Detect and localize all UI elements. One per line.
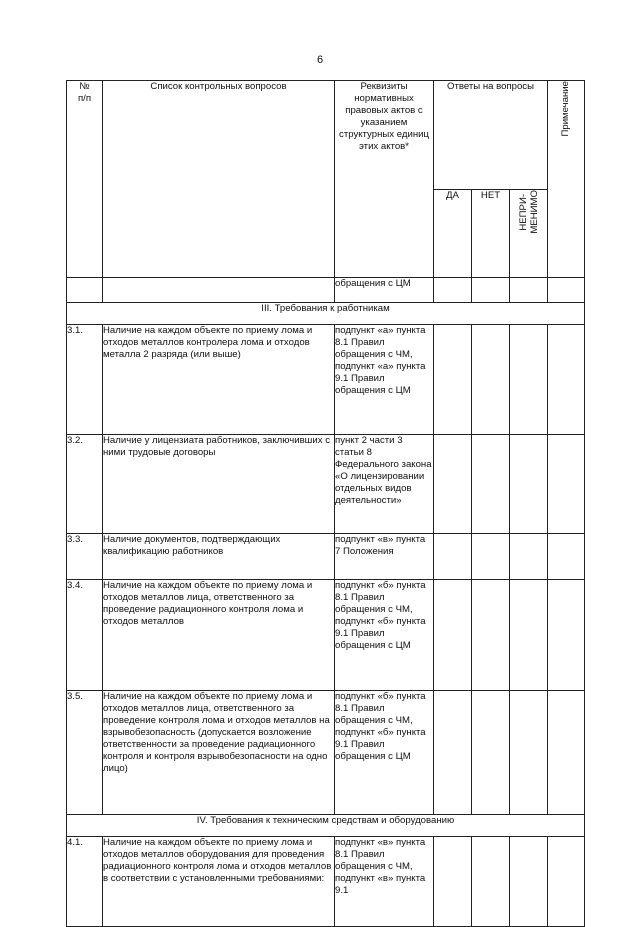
header-answers: Ответы на вопросы: [434, 81, 548, 190]
table-row: [67, 534, 585, 580]
header-yes: ДА: [434, 190, 472, 278]
row-reference: подпункт «б» пункта 8.1 Правил обращения с ЧМ, подпункт «б» пункта 9.1 Правил обращения с ЦМ: [335, 691, 434, 815]
answer-no-cell: [472, 580, 510, 691]
row-number: 3.1.: [67, 325, 103, 435]
note-cell: [548, 534, 585, 580]
row-question: Наличие у лицензиата работников, заключивших с ними трудовые договоры: [103, 435, 335, 534]
note-cell: [548, 837, 585, 927]
answer-na-cell: [510, 534, 548, 580]
row-number: 3.3.: [67, 534, 103, 580]
row-number: 3.2.: [67, 435, 103, 534]
continuation-ref: обращения с ЦМ: [335, 278, 434, 303]
header-not-applicable: [510, 190, 548, 278]
answer-no-cell: [472, 534, 510, 580]
cell-empty: [103, 278, 335, 303]
table-row: [67, 580, 585, 691]
table-row: [67, 325, 585, 435]
header-requisites: Реквизиты нормативных правовых актов с указанием структурных единиц этих актов*: [335, 81, 434, 278]
header-note: [548, 81, 585, 278]
answer-no-cell: [472, 278, 510, 303]
answer-yes-cell: [434, 534, 472, 580]
row-reference: подпункт «в» пункта 7 Положения: [335, 534, 434, 580]
row-question: Наличие на каждом объекте по приему лома и отходов металлов лица, ответственного за проведение контроля лома и отходов металлов на взрывобезопасность (допускается возложение ответственности за проведение радиационного контроля и контроля взрывобезопасности на одно лицо): [103, 691, 335, 815]
answer-yes-cell: [434, 837, 472, 927]
cell-empty: [67, 278, 103, 303]
answer-yes-cell: [434, 691, 472, 815]
section-title: III. Требования к работникам: [67, 303, 585, 325]
page-number: 6: [316, 54, 324, 66]
header-no: НЕТ: [472, 190, 510, 278]
row-question: Наличие на каждом объекте по приему лома и отходов металлов лица, ответственного за проведение радиационного контроля лома и отходов металлов: [103, 580, 335, 691]
answer-no-cell: [472, 691, 510, 815]
answer-yes-cell: [434, 435, 472, 534]
header-number-line1: №: [79, 81, 90, 92]
answer-na-cell: [510, 325, 548, 435]
row-number: 3.5.: [67, 691, 103, 815]
checklist-table: [66, 80, 585, 927]
note-cell: [548, 325, 585, 435]
header-note-label: Примечание: [560, 81, 571, 137]
row-question: Наличие документов, подтверждающих квалификацию работников: [103, 534, 335, 580]
table-row: [67, 435, 585, 534]
section-title: IV. Требования к техническим средствам и оборудованию: [67, 815, 585, 837]
note-cell: [548, 278, 585, 303]
answer-na-cell: [510, 691, 548, 815]
header-questions: Список контрольных вопросов: [103, 81, 335, 278]
answer-yes-cell: [434, 580, 472, 691]
section-row-iv: [67, 815, 585, 837]
table-row-continuation: [67, 278, 585, 303]
row-number: 4.1.: [67, 837, 103, 927]
answer-yes-cell: [434, 325, 472, 435]
table-row: [67, 837, 585, 927]
table-row: [67, 691, 585, 815]
header-number: [67, 81, 103, 278]
section-row-iii: [67, 303, 585, 325]
answer-na-cell: [510, 580, 548, 691]
row-number: 3.4.: [67, 580, 103, 691]
header-number-line2: п/п: [77, 93, 92, 104]
note-cell: [548, 435, 585, 534]
answer-no-cell: [472, 325, 510, 435]
row-reference: подпункт «б» пункта 8.1 Правил обращения с ЧМ, подпункт «б» пункта 9.1 Правил обращения с ЦМ: [335, 580, 434, 691]
row-question: Наличие на каждом объекте по приему лома и отходов металлов контролера лома и отходов металла 2 разряда (или выше): [103, 325, 335, 435]
table-header-row: [67, 81, 585, 190]
answer-na-cell: [510, 837, 548, 927]
row-reference: подпункт «в» пункта 8.1 Правил обращения с ЧМ, подпункт «в» пункта 9.1: [335, 837, 434, 927]
row-reference: пункт 2 части 3 статьи 8 Федерального закона «О лицензировании отдельных видов деятельности»: [335, 435, 434, 534]
row-reference: подпункт «а» пункта 8.1 Правил обращения с ЧМ, подпункт «а» пункта 9.1 Правил обращения с ЦМ: [335, 325, 434, 435]
row-question: Наличие на каждом объекте по приему лома и отходов металлов оборудования для проведения радиационного контроля лома и отходов металлов в соответствии с установленными требованиями:: [103, 837, 335, 927]
answer-no-cell: [472, 435, 510, 534]
note-cell: [548, 691, 585, 815]
answer-na-cell: [510, 278, 548, 303]
answer-no-cell: [472, 837, 510, 927]
answer-yes-cell: [434, 278, 472, 303]
note-cell: [548, 580, 585, 691]
header-not-applicable-label: НЕПРИ- МЕНИМО: [517, 190, 540, 234]
answer-na-cell: [510, 435, 548, 534]
